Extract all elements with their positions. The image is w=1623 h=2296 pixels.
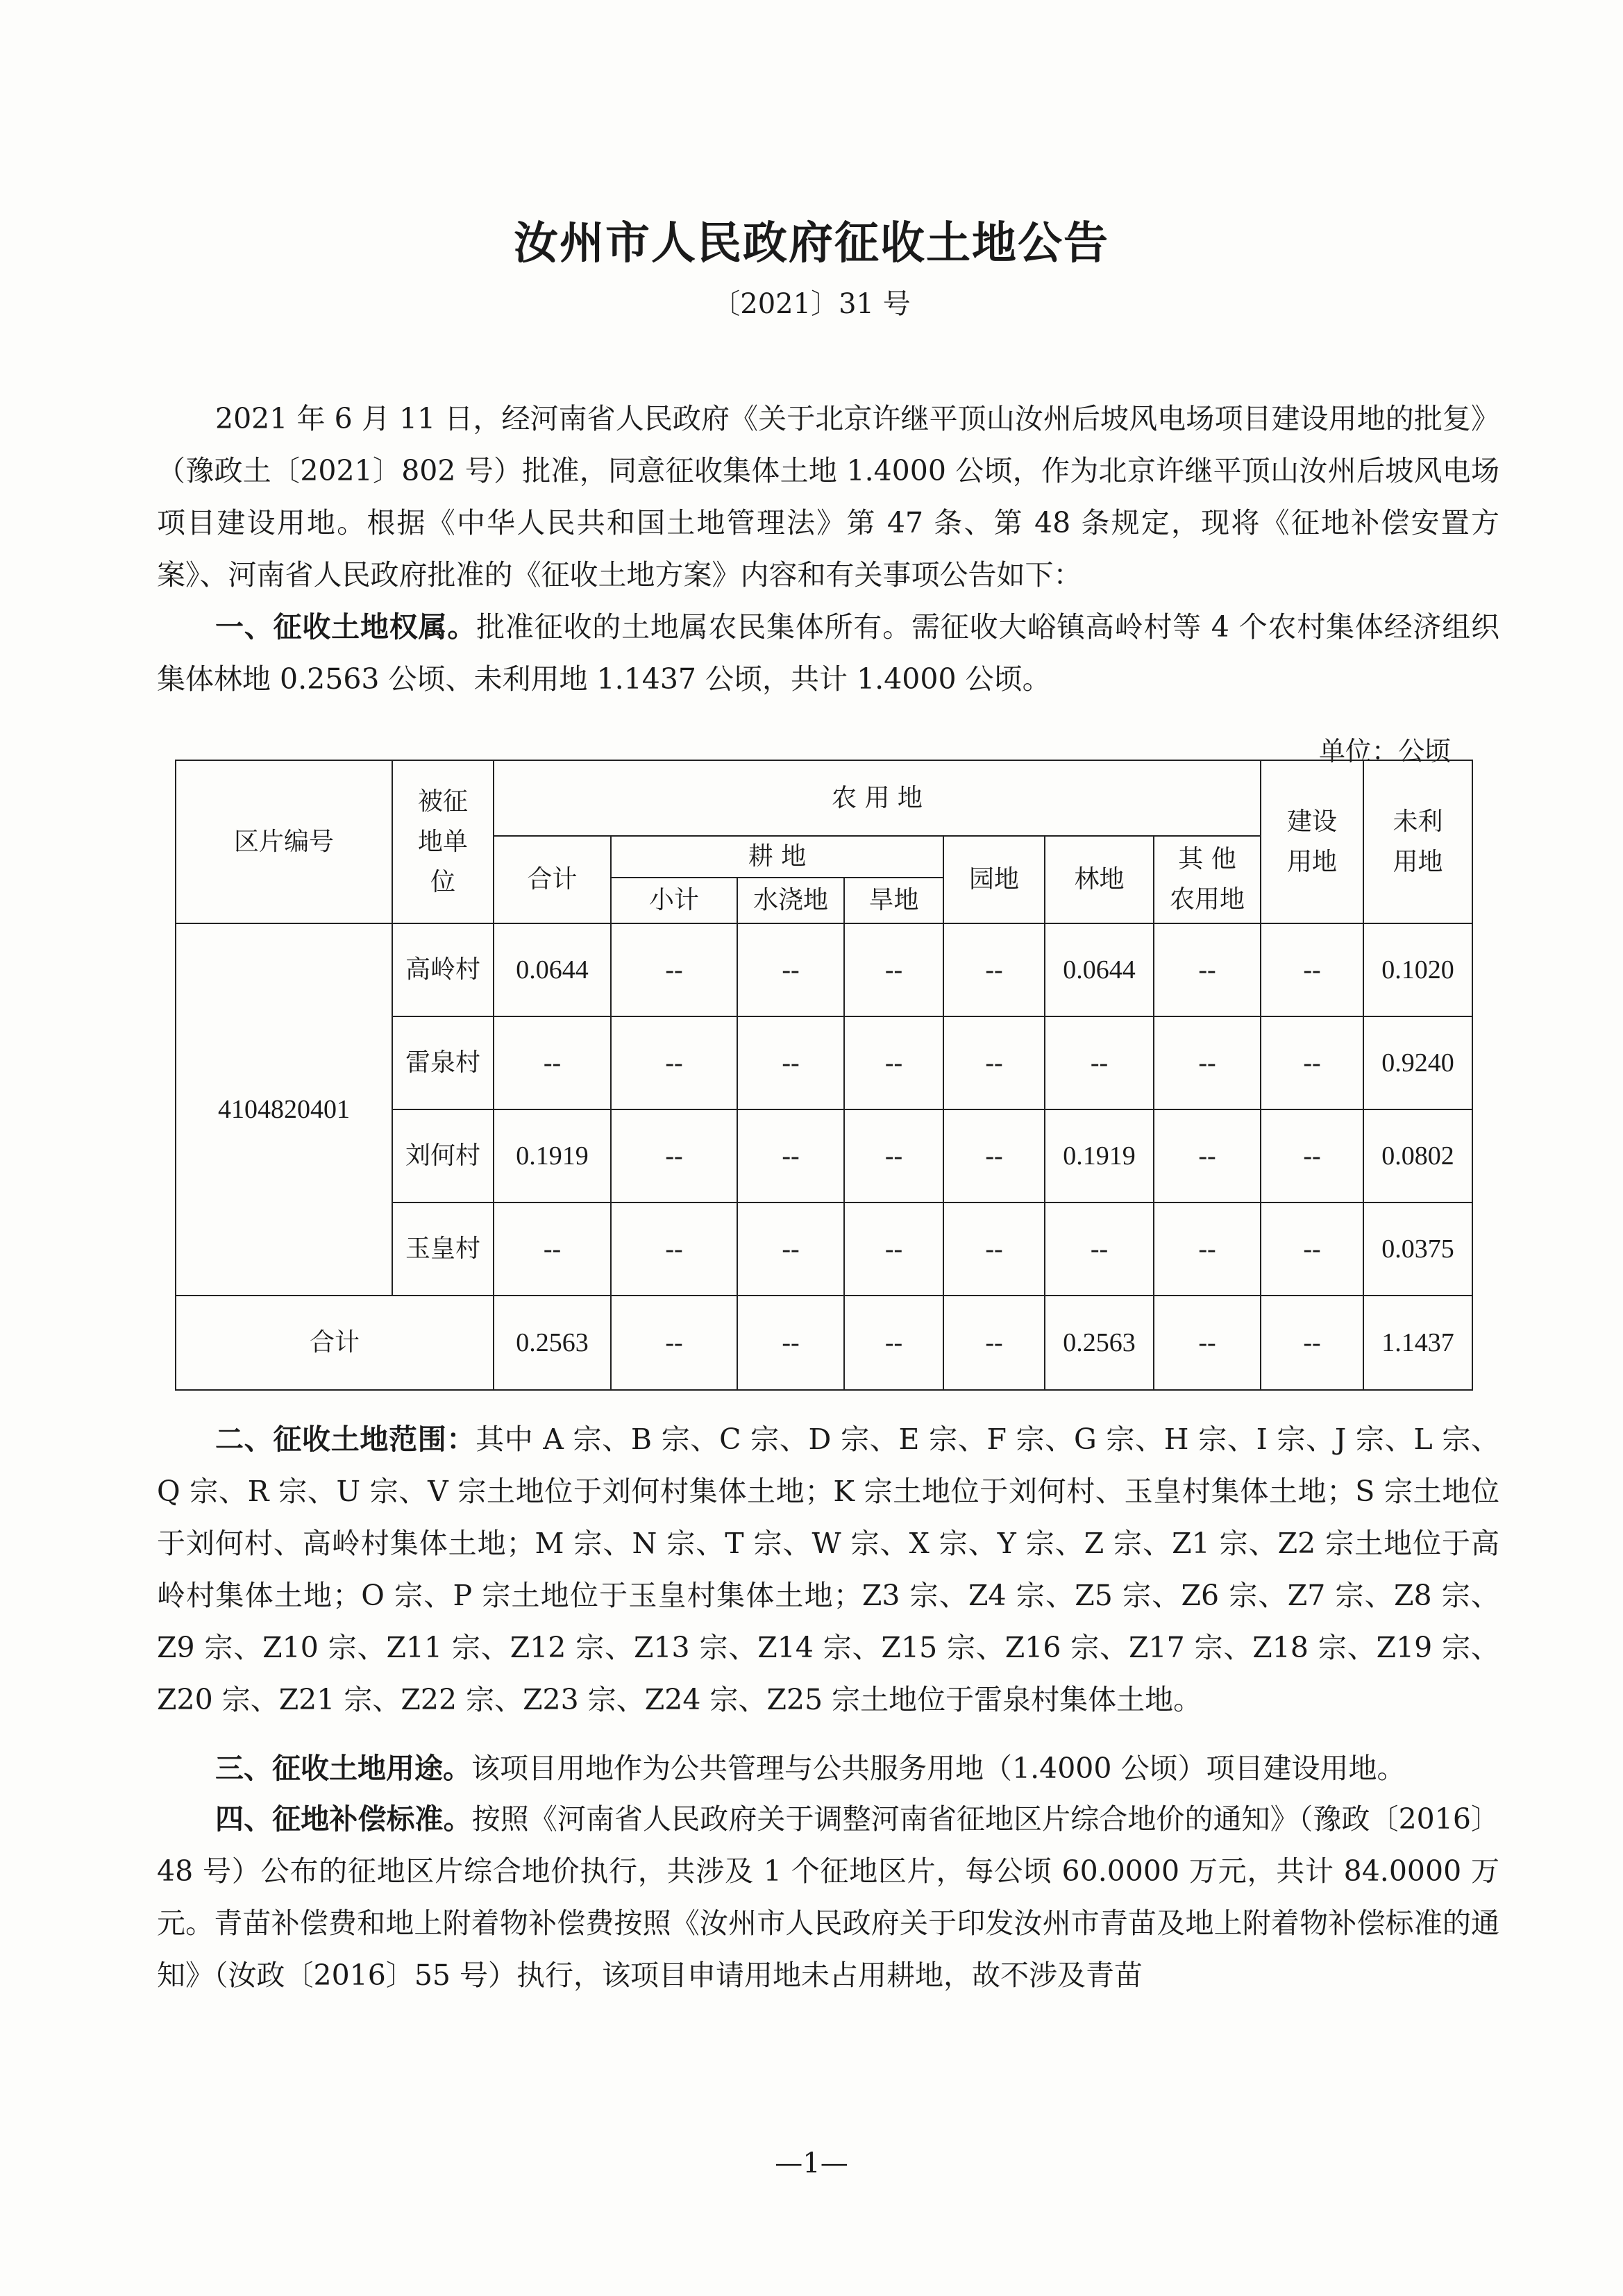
cell: 0.0375 <box>1363 1203 1472 1296</box>
total-label: 合计 <box>176 1296 494 1390</box>
cell: -- <box>1261 1016 1363 1109</box>
cell: 0.0802 <box>1363 1109 1472 1203</box>
section-2-paragraph <box>157 1414 1499 1726</box>
intro-paragraph: 2021 年 6 月 11 日，经河南省人民政府《关于北京许继平顶山汝州后坡风电场项目建设用地的批复》（豫政土〔2021〕802 号）批准，同意征收集体土地 1.4000 公顷，作为北京许继平顶山汝州后坡风电场项目建设用地。根据《中华人民共和国土地管理法》第 47 条、第 48 条规定，现将《征地补偿安置方案》、河南省人民政府批准的《征收土地方案》内容和有关事项公告如下： <box>157 402 1499 592</box>
section-1-text: 批准征收的土地属农民集体所有。需征收大峪镇高岭村等 4 个农村集体经济组织集体林地 0.2563 公顷、未利用地 1.1437 公顷，共计 1.4000 公顷。 <box>157 610 1500 696</box>
cell: -- <box>737 1296 844 1390</box>
cell: -- <box>943 1016 1045 1109</box>
header-unused: 未利用地 <box>1363 760 1472 923</box>
row-unit: 玉皇村 <box>392 1203 494 1296</box>
header-irrigated: 水浇地 <box>737 878 844 923</box>
header-forest: 林地 <box>1045 836 1154 923</box>
header-subtotal: 合计 <box>494 836 611 923</box>
cell: 0.0644 <box>494 923 611 1016</box>
row-unit: 高岭村 <box>392 923 494 1016</box>
cell: -- <box>611 1296 737 1390</box>
cell: 0.2563 <box>1045 1296 1154 1390</box>
cell: -- <box>611 1203 737 1296</box>
header-other-agri: 其 他 农用地 <box>1154 836 1261 923</box>
cell: -- <box>1154 923 1261 1016</box>
cell: 0.2563 <box>494 1296 611 1390</box>
cell: -- <box>844 1016 943 1109</box>
section-4-text: 按照《河南省人民政府关于调整河南省征地区片综合地价的通知》（豫政〔2016〕48 号）公布的征地区片综合地价执行，共涉及 1 个征地区片，每公顷 60.0000 万元，共计 84.0000 万元。青苗补偿费和地上附着物补偿费按照《汝州市人民政府关于印发汝州市青苗及地上附着物补偿标准的通知》（汝政〔2016〕55 号）执行，该项目申请用地未占用耕地，故不涉及青苗 <box>157 1802 1500 1992</box>
header-dry: 旱地 <box>844 878 943 923</box>
cell: -- <box>943 1109 1045 1203</box>
cell: -- <box>737 923 844 1016</box>
header-garden: 园地 <box>943 836 1045 923</box>
cell: -- <box>1261 1296 1363 1390</box>
row-unit: 刘何村 <box>392 1109 494 1203</box>
cell: 0.1919 <box>494 1109 611 1203</box>
land-table <box>175 760 1473 1391</box>
section-3-heading: 三、征收土地用途。 <box>215 1752 471 1785</box>
unit-label: 单位：公顷 <box>1319 736 1452 766</box>
table-row <box>176 923 1472 1016</box>
header-agri: 农 用 地 <box>494 760 1261 836</box>
cell: -- <box>737 1109 844 1203</box>
cell: -- <box>1261 1109 1363 1203</box>
header-construction: 建设用地 <box>1261 760 1363 923</box>
cell: -- <box>611 1109 737 1203</box>
cell: 0.0644 <box>1045 923 1154 1016</box>
cell: 1.1437 <box>1363 1296 1472 1390</box>
cell: -- <box>1261 1203 1363 1296</box>
cell: -- <box>844 1109 943 1203</box>
section-1-heading: 一、征收土地权属。 <box>215 610 477 644</box>
header-cult-subtotal: 小计 <box>611 878 737 923</box>
page-number: —1— <box>775 2147 848 2179</box>
cell: 0.1919 <box>1045 1109 1154 1203</box>
page-title: 汝州市人民政府征收土地公告 <box>514 217 1109 269</box>
cell: -- <box>1154 1296 1261 1390</box>
header-unit: 被征地单位 <box>392 760 494 923</box>
cell: -- <box>611 923 737 1016</box>
cell: -- <box>943 1296 1045 1390</box>
cell: -- <box>494 1016 611 1109</box>
cell: -- <box>737 1203 844 1296</box>
section-3-text: 该项目用地作为公共管理与公共服务用地（1.4000 公顷）项目建设用地。 <box>471 1752 1406 1785</box>
cell: -- <box>737 1016 844 1109</box>
cell: -- <box>494 1203 611 1296</box>
cell: -- <box>943 1203 1045 1296</box>
row-unit: 雷泉村 <box>392 1016 494 1109</box>
cell: -- <box>1261 923 1363 1016</box>
cell: -- <box>844 1296 943 1390</box>
cell: -- <box>611 1016 737 1109</box>
section-1-paragraph <box>157 601 1499 705</box>
cell: -- <box>1045 1203 1154 1296</box>
zone-code-cell: 4104820401 <box>176 923 392 1296</box>
cell: -- <box>1045 1016 1154 1109</box>
section-4-heading: 四、征地补偿标准。 <box>215 1802 472 1836</box>
cell: -- <box>1154 1109 1261 1203</box>
section-3-paragraph <box>157 1743 1499 1795</box>
section-2-heading: 二、征收土地范围： <box>215 1423 476 1456</box>
cell: 0.9240 <box>1363 1016 1472 1109</box>
cell: -- <box>1154 1016 1261 1109</box>
table-total-row <box>176 1296 1472 1390</box>
cell: -- <box>1154 1203 1261 1296</box>
section-2-text: 其中 A 宗、B 宗、C 宗、D 宗、E 宗、F 宗、G 宗、H 宗、I 宗、J 宗、L 宗、Q 宗、R 宗、U 宗、V 宗土地位于刘何村集体土地；K 宗土地位于刘何村、玉皇村集体土地；S 宗土地位于刘何村、高岭村集体土地；M 宗、N 宗、T 宗、W 宗、X 宗、Y 宗、Z 宗、Z1 宗、Z2 宗土地位于高岭村集体土地；O 宗、P 宗土地位于玉皇村集体土地；Z3 宗、Z4 宗、Z5 宗、Z6 宗、Z7 宗、Z8 宗、Z9 宗、Z10 宗、Z11 宗、Z12 宗、Z13 宗、Z14 宗、Z15 宗、Z16 宗、Z17 宗、Z18 宗、Z19 宗、Z20 宗、Z21 宗、Z22 宗、Z23 宗、Z24 宗、Z25 宗土地位于雷泉村集体土地。 <box>157 1423 1500 1716</box>
cell: -- <box>844 1203 943 1296</box>
cell: -- <box>844 923 943 1016</box>
header-cultivated: 耕 地 <box>611 836 943 878</box>
cell: -- <box>943 923 1045 1016</box>
cell: 0.1020 <box>1363 923 1472 1016</box>
header-zone-code: 区片编号 <box>176 760 392 923</box>
document-number: 〔2021〕31 号 <box>712 288 911 320</box>
section-4-paragraph <box>157 1793 1499 2002</box>
